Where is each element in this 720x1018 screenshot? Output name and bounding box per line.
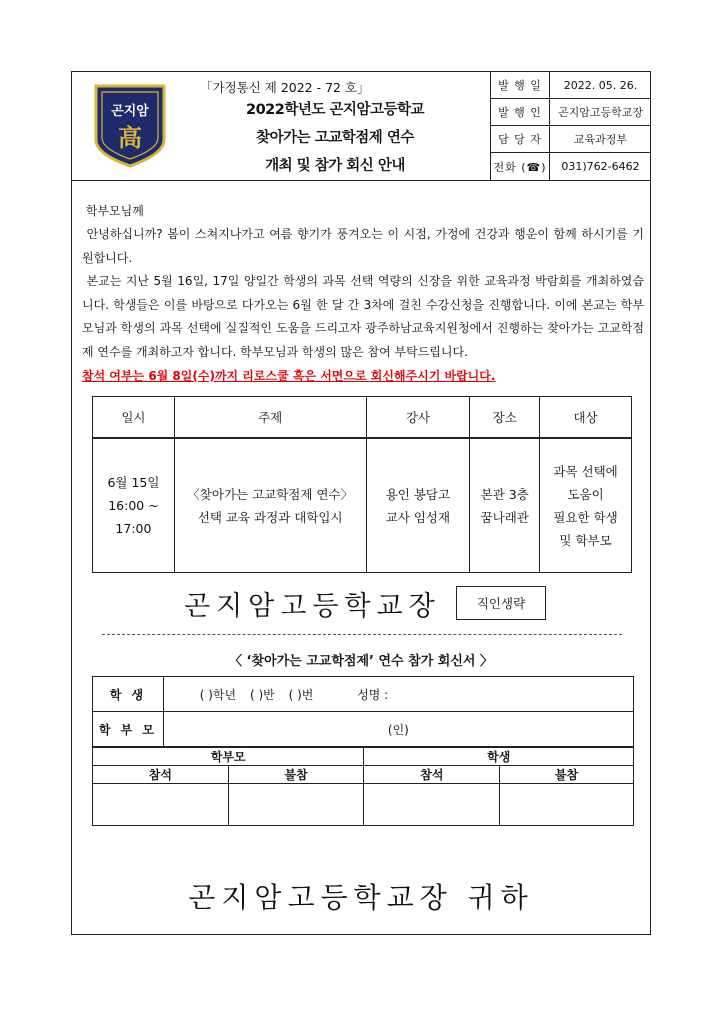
parent-signature-field[interactable] bbox=[163, 712, 633, 747]
lecturer-line-2: 교사 임성재 bbox=[385, 509, 451, 525]
paragraph-1 bbox=[82, 223, 644, 270]
cell-date bbox=[93, 438, 175, 573]
place-line-1: 본관 3층 bbox=[480, 486, 529, 502]
emblem-bottom-text: 高 bbox=[118, 124, 142, 152]
greeting bbox=[82, 200, 644, 224]
parent-absent-check[interactable] bbox=[228, 784, 364, 826]
attendance-group-row bbox=[93, 748, 634, 766]
reply-deadline-notice bbox=[82, 365, 644, 389]
reply-deadline-text: 참석 여부는 6월 8일(수)까지 리로스쿨 혹은 서면으로 회신해주시기 바랍니다. bbox=[82, 369, 496, 383]
seal-mark: (인) bbox=[387, 722, 409, 737]
student-attend-header: 참석 bbox=[364, 766, 500, 784]
cut-line bbox=[102, 634, 622, 635]
title-line-3: 개최 및 참가 회신 안내 bbox=[265, 158, 405, 174]
target-line-3: 필요한 학생 bbox=[553, 509, 618, 525]
greeting-text: 학부모님께 bbox=[85, 204, 144, 218]
stamp-omitted-box: 직인생략 bbox=[456, 586, 546, 620]
student-absent-check[interactable] bbox=[500, 784, 634, 826]
meta-label: 전화 (☎) bbox=[491, 153, 550, 180]
meta-table bbox=[490, 72, 651, 180]
group-parent: 학부모 bbox=[93, 748, 364, 766]
notice-page bbox=[71, 71, 651, 935]
closing-addressee: 곤지암고등학교장 귀하 bbox=[188, 881, 534, 914]
topic-line-1: 〈찾아가는 고교학점제 연수〉 bbox=[187, 486, 354, 502]
paragraph-1-text: 안녕하십니까? 봄이 스쳐지나가고 여름 향기가 풍겨오는 이 시점, 가정에 건강과 행운이 함께 하시기를 기원합니다. bbox=[82, 227, 644, 265]
header-target: 대상 bbox=[540, 397, 632, 439]
student-attend-check[interactable] bbox=[364, 784, 500, 826]
header-lecturer: 강사 bbox=[366, 397, 470, 439]
attendance-table bbox=[92, 747, 634, 826]
meta-value: 교육과정부 bbox=[573, 133, 628, 146]
title-line-1: 2022학년도 곤지암고등학교 bbox=[246, 102, 424, 118]
cell-topic bbox=[174, 438, 366, 573]
place-line-2: 꿈나래관 bbox=[480, 509, 529, 525]
attendance-header-row bbox=[93, 766, 634, 784]
class-field[interactable]: ( )반 bbox=[249, 687, 275, 702]
student-label: 학 생 bbox=[93, 677, 164, 712]
attendance-check-row bbox=[93, 784, 634, 826]
header-place: 장소 bbox=[470, 397, 540, 439]
grade-field[interactable]: ( )학년 bbox=[199, 687, 237, 702]
emblem-top-text: 곤지암 bbox=[111, 104, 149, 119]
group-student: 학생 bbox=[364, 748, 634, 766]
reply-form-table bbox=[92, 676, 634, 747]
parent-absent-header: 불참 bbox=[228, 766, 364, 784]
meta-value: 2022. 05. 26. bbox=[563, 78, 638, 92]
cell-place bbox=[470, 438, 540, 573]
parent-attend-check[interactable] bbox=[93, 784, 229, 826]
table-row bbox=[93, 438, 632, 573]
title-line-2: 찾아가는 고교학점제 연수 bbox=[256, 130, 414, 146]
name-field[interactable]: 성명 : bbox=[357, 687, 389, 702]
target-line-2: 도움이 bbox=[567, 486, 604, 502]
paragraph-2-text: 본교는 지난 5월 16일, 17일 양일간 학생의 과목 선택 역량의 신장을 위한 교육과정 박람회를 개최하였습니다. 학생들은 이를 바탕으로 다가오는 6월 한 달 간 3차에 걸친 수강신청을 진행합니다. 이에 본교는 학부모님과 학생의 과목 선택에 실질적인 도움을 드리고자 광주하남교육지원청에서 진행하는 찾아가는 고교학점제 연수를 개최하고자 합니다. 학부모님과 학생의 많은 참여 부탁드립니다. bbox=[82, 274, 644, 359]
cell-lecturer bbox=[366, 438, 470, 573]
meta-value: 곤지암고등학교장 bbox=[557, 106, 643, 119]
cell-target bbox=[540, 438, 632, 573]
student-row bbox=[93, 677, 634, 712]
time-end: 17:00 bbox=[115, 521, 152, 536]
header-topic: 주제 bbox=[174, 397, 366, 439]
meta-row-phone bbox=[491, 153, 651, 180]
target-line-4: 및 학부모 bbox=[559, 532, 612, 548]
meta-row-manager bbox=[491, 126, 651, 153]
school-emblem-icon bbox=[90, 82, 170, 168]
reply-form-title: 〈 ‘찾아가는 고교학점제’ 연수 참가 회신서 〉 bbox=[229, 654, 493, 669]
meta-value: 031)762-6462 bbox=[561, 160, 640, 173]
parent-attend-header: 참석 bbox=[93, 766, 229, 784]
number-field[interactable]: ( )번 bbox=[288, 687, 314, 702]
topic-line-2: 선택 교육 과정과 대학입시 bbox=[197, 509, 343, 525]
parent-label: 학 부 모 bbox=[93, 712, 164, 747]
meta-label: 발 행 일 bbox=[491, 72, 550, 98]
lecturer-line-1: 용인 봉담고 bbox=[385, 486, 451, 502]
meta-row-publisher bbox=[491, 99, 651, 126]
notice-number: 「가정통신 제 2022 - 72 호」 bbox=[200, 80, 370, 95]
meta-label: 발 행 인 bbox=[491, 99, 550, 125]
student-fields bbox=[163, 677, 633, 712]
paragraph-2 bbox=[82, 270, 644, 364]
date-line: 6월 15일 bbox=[107, 475, 160, 490]
header-date: 일시 bbox=[93, 397, 175, 439]
principal-name: 곤지암고등학교장 bbox=[184, 591, 441, 622]
student-absent-header: 불참 bbox=[500, 766, 634, 784]
meta-row-date bbox=[491, 72, 651, 99]
schedule-table bbox=[92, 396, 632, 573]
target-line-1: 과목 선택에 bbox=[553, 463, 618, 479]
time-start: 16:00 ~ bbox=[108, 498, 159, 513]
meta-label: 담 당 자 bbox=[491, 126, 550, 152]
header bbox=[72, 72, 650, 181]
parent-row bbox=[93, 712, 634, 747]
